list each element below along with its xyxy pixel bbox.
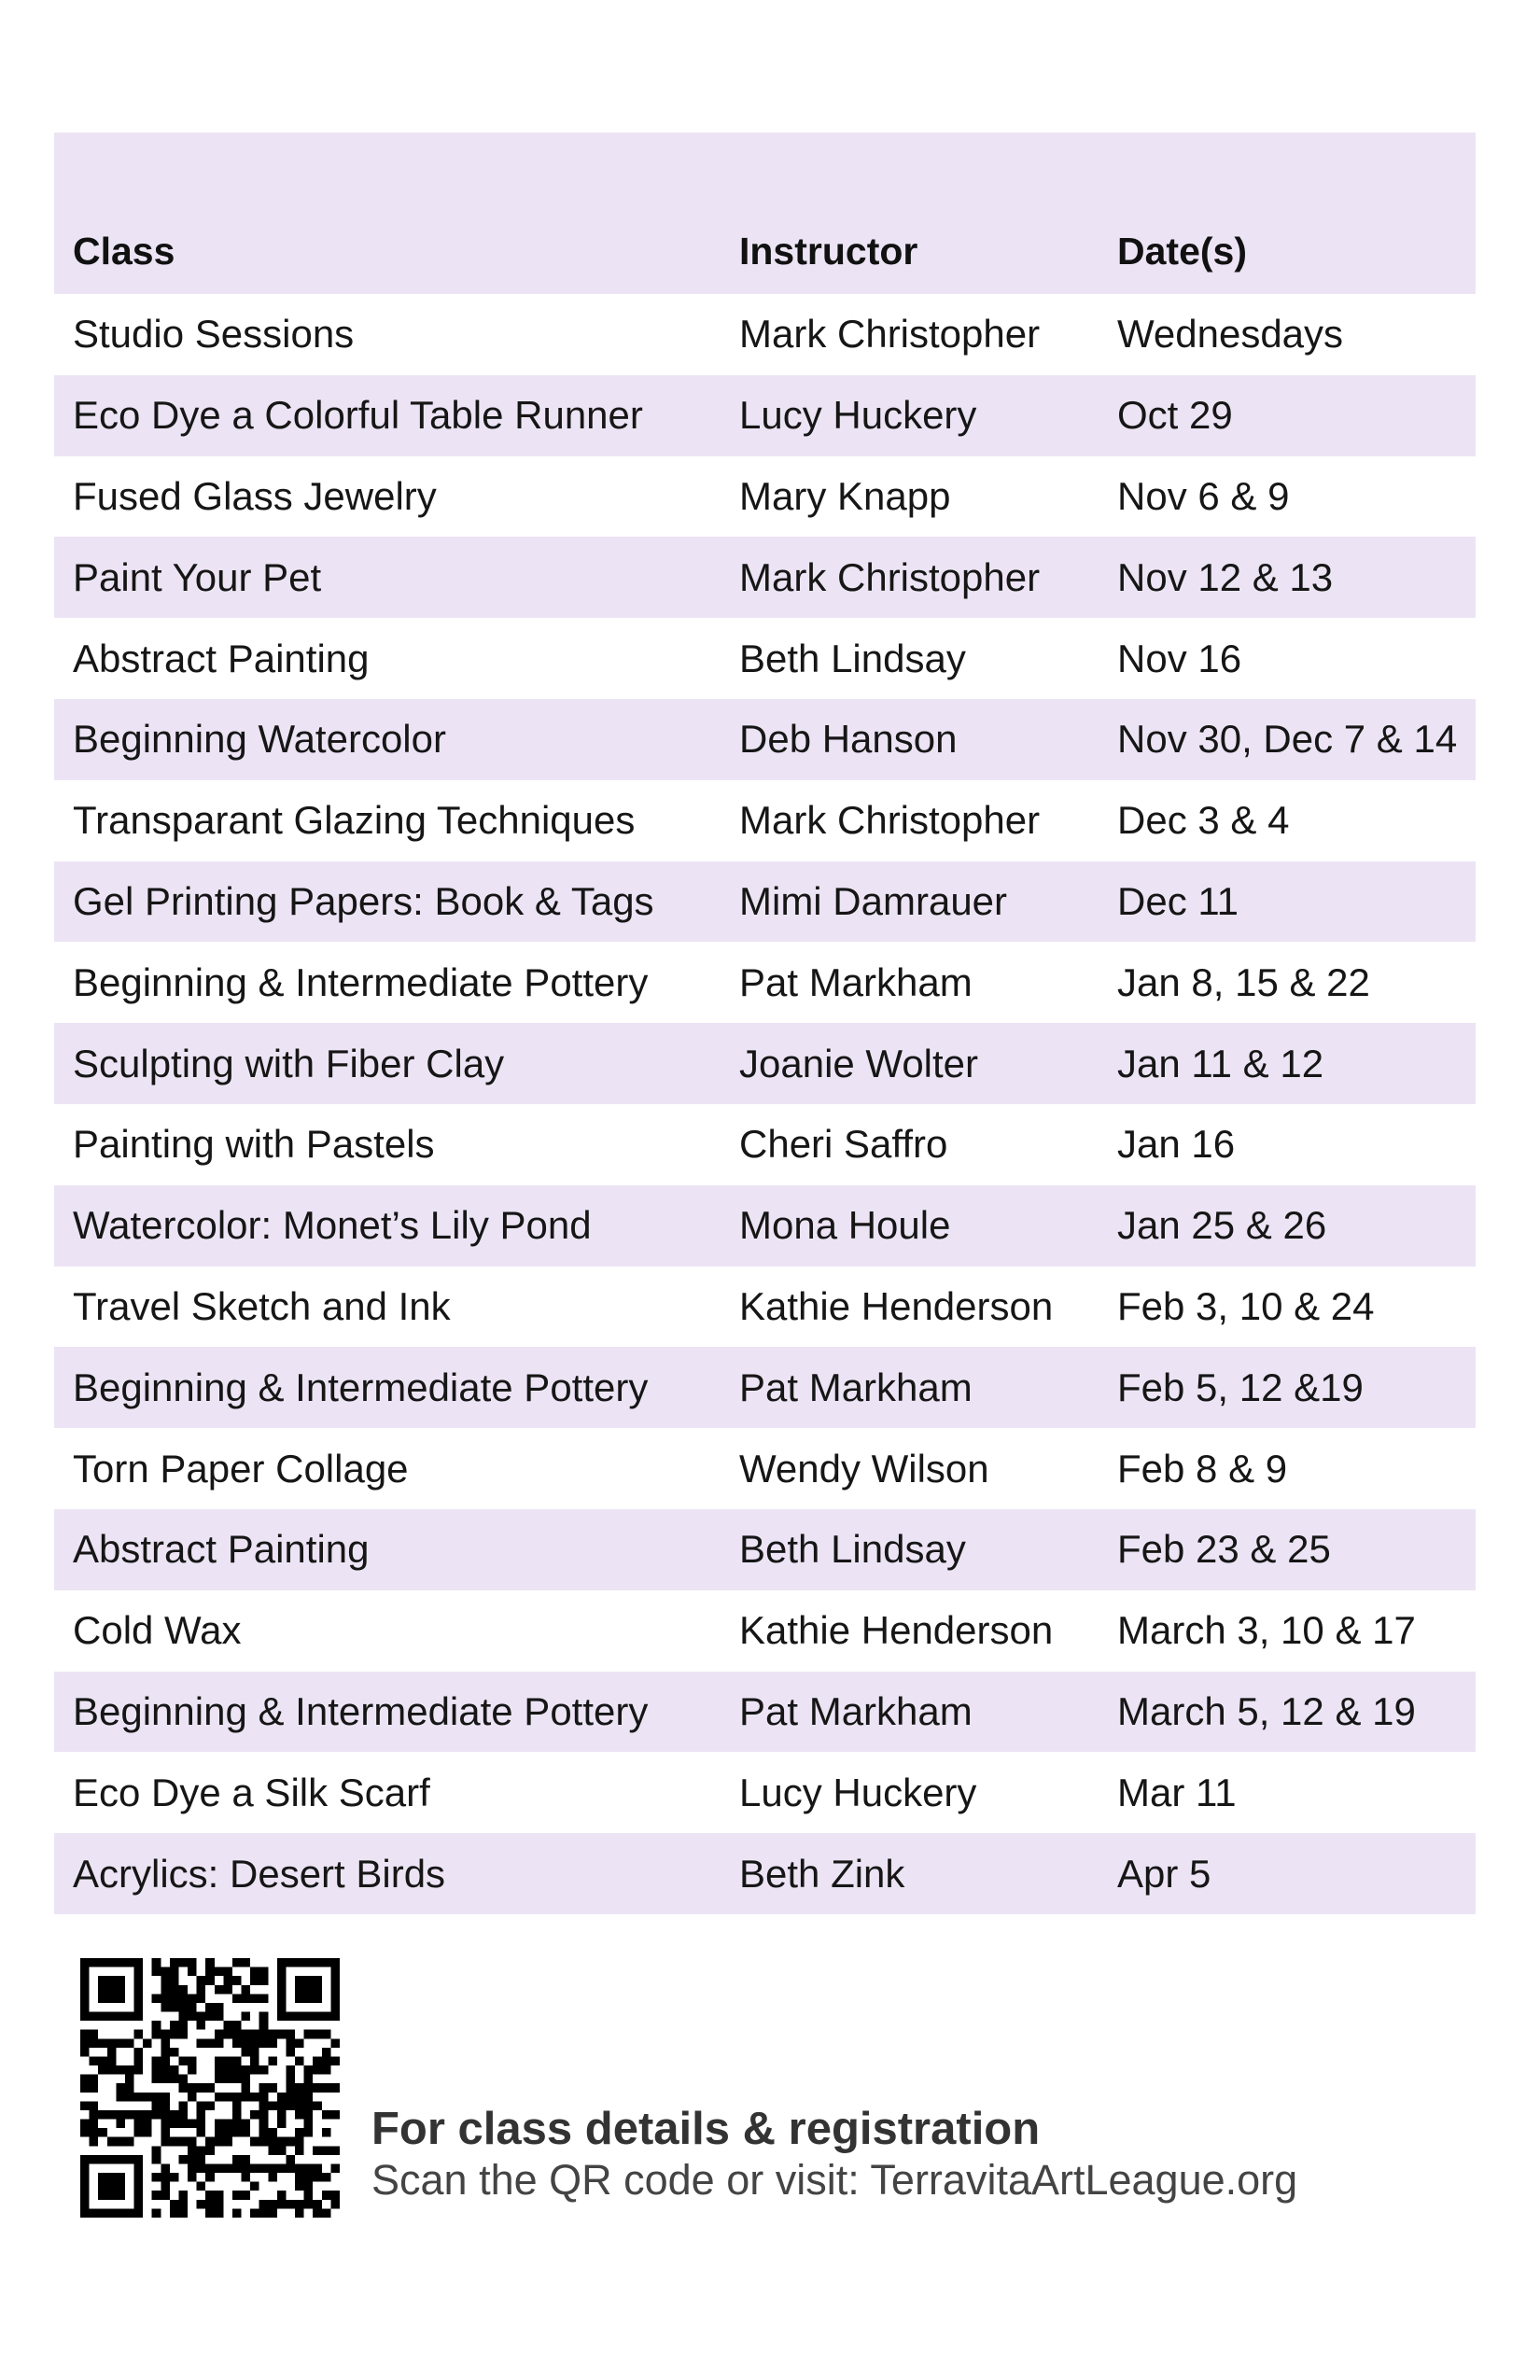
cell-class: Watercolor: Monet’s Lily Pond: [73, 1203, 592, 1248]
cell-dates: Jan 11 & 12: [1117, 1041, 1324, 1085]
cell-dates: Nov 6 & 9: [1117, 473, 1290, 518]
cell-dates: Dec 3 & 4: [1117, 798, 1290, 843]
table-header: [54, 133, 1476, 294]
cell-instructor: Wendy Wilson: [739, 1446, 989, 1491]
cell-instructor: Mark Christopher: [739, 312, 1041, 357]
table-row: [54, 1104, 1476, 1185]
registration-footer: [80, 1958, 1480, 2219]
cell-class: Studio Sessions: [73, 312, 355, 357]
footer-title: For class details & registration: [371, 2104, 1041, 2154]
table-row: [54, 1347, 1476, 1428]
qr-code-icon[interactable]: [80, 1958, 340, 2218]
cell-instructor: Mark Christopher: [739, 554, 1041, 599]
cell-instructor: Cheri Saffro: [739, 1122, 948, 1167]
cell-instructor: Lucy Huckery: [739, 393, 977, 438]
table-row: [54, 1428, 1476, 1509]
cell-dates: Nov 30, Dec 7 & 14: [1117, 717, 1458, 762]
cell-instructor: Deb Hanson: [739, 717, 958, 762]
cell-class: Painting with Pastels: [73, 1122, 435, 1167]
cell-dates: Nov 16: [1117, 636, 1242, 680]
table-row: [54, 1185, 1476, 1267]
cell-dates: Feb 23 & 25: [1117, 1527, 1331, 1572]
cell-dates: Feb 5, 12 &19: [1117, 1365, 1364, 1409]
cell-dates: Wednesdays: [1117, 312, 1344, 357]
table-row: [54, 1267, 1476, 1348]
cell-class: Transparant Glazing Techniques: [73, 798, 636, 843]
cell-instructor: Pat Markham: [739, 959, 973, 1004]
cell-dates: March 5, 12 & 19: [1117, 1688, 1416, 1733]
table-row: [54, 1509, 1476, 1590]
cell-class: Beginning Watercolor: [73, 717, 446, 762]
table-row: [54, 618, 1476, 699]
cell-instructor: Pat Markham: [739, 1688, 973, 1733]
cell-instructor: Joanie Wolter: [739, 1041, 979, 1085]
table-row: [54, 537, 1476, 618]
table-row: [54, 780, 1476, 861]
cell-instructor: Lucy Huckery: [739, 1770, 977, 1814]
class-schedule-table: [54, 133, 1476, 1914]
cell-class: Eco Dye a Silk Scarf: [73, 1770, 430, 1814]
cell-dates: Oct 29: [1117, 393, 1233, 438]
cell-dates: Mar 11: [1117, 1770, 1237, 1814]
cell-dates: Jan 8, 15 & 22: [1117, 959, 1370, 1004]
cell-class: Beginning & Intermediate Pottery: [73, 1688, 649, 1733]
cell-instructor: Mark Christopher: [739, 798, 1041, 843]
cell-class: Acrylics: Desert Birds: [73, 1851, 446, 1896]
cell-instructor: Kathie Henderson: [739, 1608, 1054, 1653]
table-row: [54, 456, 1476, 538]
cell-dates: Feb 8 & 9: [1117, 1446, 1288, 1491]
header-instructor: Instructor: [739, 230, 918, 273]
table-row: [54, 1590, 1476, 1672]
cell-dates: Dec 11: [1117, 878, 1239, 923]
cell-class: Fused Glass Jewelry: [73, 473, 437, 518]
cell-class: Gel Printing Papers: Book & Tags: [73, 878, 654, 923]
cell-instructor: Pat Markham: [739, 1365, 973, 1409]
table-row: [54, 699, 1476, 780]
cell-class: Paint Your Pet: [73, 554, 322, 599]
cell-class: Abstract Painting: [73, 636, 370, 680]
cell-dates: Jan 25 & 26: [1117, 1203, 1327, 1248]
cell-class: Beginning & Intermediate Pottery: [73, 1365, 649, 1409]
cell-instructor: Mimi Damrauer: [739, 878, 1008, 923]
cell-instructor: Beth Lindsay: [739, 636, 966, 680]
table-row: [54, 942, 1476, 1023]
cell-instructor: Mona Houle: [739, 1203, 951, 1248]
table-row: [54, 375, 1476, 456]
cell-instructor: Mary Knapp: [739, 473, 951, 518]
cell-dates: Feb 3, 10 & 24: [1117, 1283, 1375, 1328]
table-row: [54, 294, 1476, 375]
table-row: [54, 1023, 1476, 1104]
cell-class: Eco Dye a Colorful Table Runner: [73, 393, 643, 438]
cell-dates: March 3, 10 & 17: [1117, 1608, 1416, 1653]
table-row: [54, 861, 1476, 943]
table-row: [54, 1752, 1476, 1833]
cell-class: Abstract Painting: [73, 1527, 370, 1572]
cell-class: Cold Wax: [73, 1608, 242, 1653]
cell-class: Beginning & Intermediate Pottery: [73, 959, 649, 1004]
cell-instructor: Kathie Henderson: [739, 1283, 1054, 1328]
table-row: [54, 1833, 1476, 1914]
cell-instructor: Beth Lindsay: [739, 1527, 966, 1572]
footer-subtitle: Scan the QR code or visit: TerravitaArtLeague.org: [371, 2156, 1298, 2204]
header-class: Class: [73, 230, 175, 273]
header-dates: Date(s): [1117, 230, 1247, 273]
cell-instructor: Beth Zink: [739, 1851, 905, 1896]
cell-class: Torn Paper Collage: [73, 1446, 409, 1491]
table-row: [54, 1672, 1476, 1753]
cell-class: Travel Sketch and Ink: [73, 1283, 451, 1328]
cell-class: Sculpting with Fiber Clay: [73, 1041, 505, 1085]
cell-dates: Apr 5: [1117, 1851, 1211, 1896]
cell-dates: Nov 12 & 13: [1117, 554, 1334, 599]
table-body: [54, 294, 1476, 1914]
cell-dates: Jan 16: [1117, 1122, 1236, 1167]
